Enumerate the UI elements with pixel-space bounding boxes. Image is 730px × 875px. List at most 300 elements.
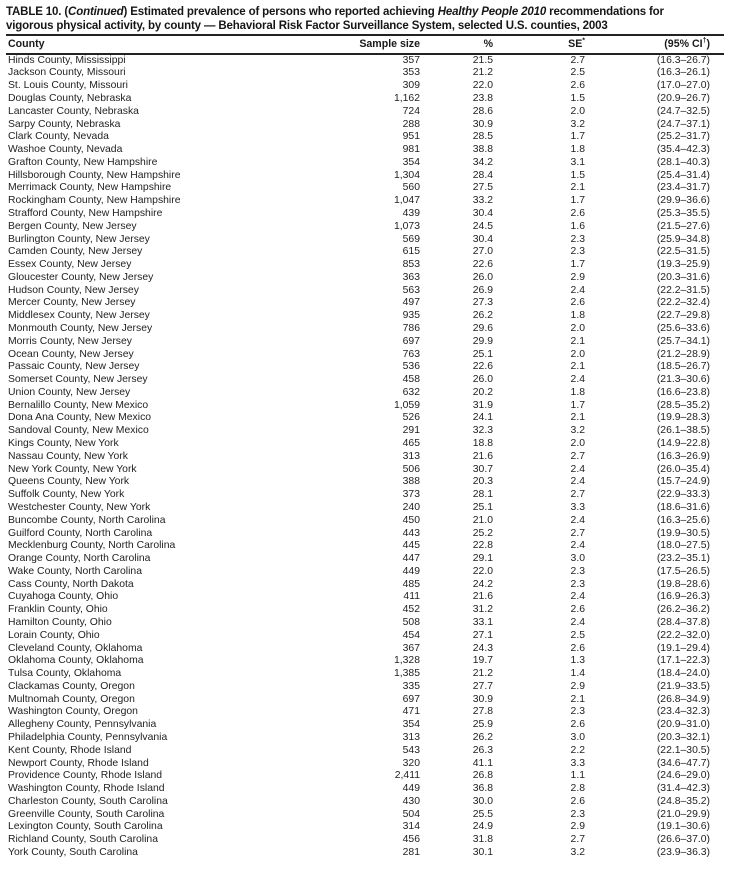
ci-cell: (18.6–31.6) <box>656 501 710 513</box>
table-row <box>6 272 724 285</box>
percent-cell: 30.7 <box>472 463 493 475</box>
sample-size-cell: 281 <box>402 847 420 859</box>
sample-size-cell: 697 <box>402 335 420 347</box>
se-cell: 2.9 <box>570 680 585 692</box>
sample-size-cell: 763 <box>402 348 420 360</box>
sample-size-cell: 497 <box>402 297 420 309</box>
percent-cell: 28.6 <box>472 105 493 117</box>
percent-cell: 26.9 <box>472 284 493 296</box>
county-cell: Morris County, New Jersey <box>8 335 132 347</box>
ci-cell: (21.3–30.6) <box>656 374 710 386</box>
sample-size-cell: 569 <box>402 233 420 245</box>
se-cell: 2.5 <box>570 67 585 79</box>
ci-cell: (17.5–26.5) <box>656 565 710 577</box>
county-cell: Oklahoma County, Oklahoma <box>8 655 144 667</box>
table-row <box>6 476 724 489</box>
sample-size-cell: 632 <box>402 386 420 398</box>
se-cell: 2.9 <box>570 271 585 283</box>
se-cell: 2.2 <box>570 744 585 756</box>
se-cell: 3.3 <box>570 501 585 513</box>
percent-cell: 38.8 <box>472 144 493 156</box>
sample-size-cell: 411 <box>403 591 420 603</box>
percent-cell: 29.9 <box>472 335 493 347</box>
percent-cell: 25.1 <box>472 501 493 513</box>
ci-footnote-marker: † <box>702 37 707 45</box>
ci-cell: (16.3–26.7) <box>656 54 710 66</box>
table-title <box>6 5 726 34</box>
percent-cell: 26.0 <box>472 374 493 386</box>
table-row <box>6 464 724 477</box>
sample-size-cell: 504 <box>402 808 420 820</box>
sample-size-cell: 388 <box>402 476 420 488</box>
table-row <box>6 706 724 719</box>
ci-cell: (25.7–34.1) <box>656 335 710 347</box>
table-row <box>6 54 724 68</box>
se-cell: 2.4 <box>570 540 585 552</box>
se-cell: 2.6 <box>570 297 585 309</box>
se-cell: 2.1 <box>570 361 585 373</box>
se-cell: 2.6 <box>570 604 585 616</box>
se-cell: 2.3 <box>570 246 585 258</box>
sample-size-cell: 485 <box>402 578 420 590</box>
county-cell: Franklin County, Ohio <box>8 604 108 616</box>
sample-size-cell: 1,047 <box>393 195 420 207</box>
ci-cell: (19.3–25.9) <box>656 259 710 271</box>
county-cell: Queens County, New York <box>8 476 130 488</box>
county-cell: Westchester County, New York <box>8 501 151 513</box>
ci-cell: (21.5–27.6) <box>656 220 710 232</box>
se-cell: 2.0 <box>570 438 585 450</box>
county-cell: Multnomah County, Oregon <box>8 693 135 705</box>
sample-size-cell: 452 <box>402 604 420 616</box>
se-cell: 2.7 <box>570 834 585 846</box>
table-row <box>6 719 724 732</box>
percent-cell: 31.9 <box>472 399 493 411</box>
percent-cell: 41.1 <box>472 757 493 769</box>
se-cell: 1.5 <box>570 92 585 104</box>
percent-cell: 19.7 <box>472 655 493 667</box>
ci-cell: (16.3–26.1) <box>656 67 710 79</box>
table-row <box>6 796 724 809</box>
sample-size-cell: 288 <box>402 118 420 130</box>
sample-size-cell: 786 <box>402 323 420 334</box>
table-row <box>6 170 724 183</box>
county-cell: Providence County, Rhode Island <box>8 770 163 782</box>
ci-cell: (14.9–22.8) <box>656 438 710 450</box>
se-cell: 1.7 <box>570 399 585 411</box>
percent-cell: 28.5 <box>472 131 493 143</box>
county-cell: Strafford County, New Hampshire <box>8 207 163 219</box>
sample-size-cell: 240 <box>402 501 420 513</box>
ci-cell: (29.9–36.6) <box>656 195 710 207</box>
sample-size-cell: 1,304 <box>393 169 420 181</box>
table-row <box>6 566 724 579</box>
table-row <box>6 144 724 157</box>
ci-cell: (22.9–33.3) <box>656 489 710 501</box>
county-cell: Essex County, New Jersey <box>8 259 132 271</box>
ci-cell: (28.4–37.8) <box>656 616 710 628</box>
se-cell: 2.4 <box>570 284 585 296</box>
percent-cell: 30.9 <box>472 118 493 130</box>
percent-cell: 36.8 <box>472 783 493 795</box>
county-cell: Lorain County, Ohio <box>8 629 100 641</box>
table-row <box>6 119 724 132</box>
ci-cell: (19.9–30.5) <box>656 527 710 539</box>
county-cell: New York County, New York <box>8 463 137 475</box>
table-row <box>6 246 724 259</box>
se-cell: 2.0 <box>570 323 585 334</box>
ci-cell: (21.2–28.9) <box>656 348 710 360</box>
sample-size-cell: 320 <box>402 757 420 769</box>
table-row <box>6 336 724 349</box>
sample-size-cell: 353 <box>402 67 420 79</box>
percent-cell: 32.3 <box>472 425 493 437</box>
sample-size-cell: 458 <box>402 374 420 386</box>
table-row <box>6 655 724 668</box>
sample-size-cell: 935 <box>402 310 420 322</box>
se-cell: 1.1 <box>570 770 585 782</box>
table-row <box>6 425 724 438</box>
ci-cell: (19.1–29.4) <box>656 642 710 654</box>
ci-cell: (35.4–42.3) <box>656 144 710 156</box>
ci-cell: (25.9–34.8) <box>656 233 710 245</box>
sample-size-cell: 853 <box>402 259 420 271</box>
title-line2: vigorous physical activity, by county — Behavioral Risk Factor Surveillance System, selected U.S. counties, 2003 <box>6 20 608 33</box>
county-cell: Jackson County, Missouri <box>8 67 126 79</box>
table-row <box>6 387 724 400</box>
percent-cell: 24.3 <box>472 642 493 654</box>
se-cell: 1.7 <box>570 259 585 271</box>
ci-cell: (26.0–35.4) <box>656 463 710 475</box>
se-cell: 2.1 <box>570 182 585 194</box>
ci-cell: (16.3–25.6) <box>656 514 710 526</box>
ci-cell: (20.3–32.1) <box>656 732 710 743</box>
se-cell: 2.0 <box>570 348 585 360</box>
se-cell: 2.4 <box>570 463 585 475</box>
sample-size-cell: 536 <box>402 361 420 373</box>
table-row <box>6 106 724 119</box>
ci-label: (95% CI <box>664 38 703 51</box>
se-cell: 2.4 <box>570 514 585 526</box>
percent-cell: 27.7 <box>472 680 493 692</box>
ci-cell: (15.7–24.9) <box>656 476 710 488</box>
county-cell: Tulsa County, Oklahoma <box>8 668 122 680</box>
ci-cell: (19.8–28.6) <box>656 578 710 590</box>
se-label: SE <box>568 38 583 51</box>
sample-size-cell: 1,073 <box>393 220 420 232</box>
percent-cell: 25.1 <box>472 348 493 360</box>
table-row <box>6 208 724 221</box>
prevalence-table <box>6 34 724 860</box>
ci-cell: (25.6–33.6) <box>656 323 710 334</box>
table-row <box>6 221 724 234</box>
county-cell: Washington County, Rhode Island <box>8 783 165 795</box>
table-row <box>6 438 724 451</box>
sample-size-cell: 543 <box>402 744 420 756</box>
county-cell: Monmouth County, New Jersey <box>8 323 153 334</box>
sample-size-cell: 2,411 <box>394 770 420 782</box>
ci-cell: (31.4–42.3) <box>656 783 710 795</box>
se-cell: 2.1 <box>570 412 585 424</box>
se-cell: 3.2 <box>570 425 585 437</box>
table-row <box>6 847 724 860</box>
county-cell: Buncombe County, North Carolina <box>8 514 166 526</box>
percent-cell: 21.6 <box>472 450 493 462</box>
sample-size-cell: 981 <box>402 144 420 156</box>
se-cell: 1.8 <box>570 144 585 156</box>
ci-cell: (23.4–31.7) <box>656 182 710 194</box>
table-row <box>6 758 724 771</box>
table-row <box>6 732 724 745</box>
sample-size-cell: 357 <box>402 54 420 66</box>
table-row <box>6 579 724 592</box>
county-cell: Rockingham County, New Hampshire <box>8 195 181 207</box>
county-cell: Lexington County, South Carolina <box>8 821 163 833</box>
county-cell: Clackamas County, Oregon <box>8 680 135 692</box>
ci-cell: (25.3–35.5) <box>656 207 710 219</box>
county-cell: Greenville County, South Carolina <box>8 808 165 820</box>
percent-cell: 29.6 <box>472 323 493 334</box>
table-row <box>6 412 724 425</box>
table-row <box>6 745 724 758</box>
county-cell: York County, South Carolina <box>8 847 138 859</box>
county-cell: Middlesex County, New Jersey <box>8 310 150 322</box>
ci-cell: (20.3–31.6) <box>656 271 710 283</box>
table-row <box>6 374 724 387</box>
se-cell: 3.2 <box>570 118 585 130</box>
se-cell: 3.2 <box>570 847 585 859</box>
percent-cell: 34.2 <box>472 156 493 168</box>
table-row <box>6 553 724 566</box>
table-row <box>6 131 724 144</box>
sample-size-cell: 335 <box>402 680 420 692</box>
county-cell: Bernalillo County, New Mexico <box>8 399 149 411</box>
table-row <box>6 259 724 272</box>
percent-cell: 26.2 <box>472 732 493 743</box>
percent-cell: 29.1 <box>472 553 493 565</box>
se-cell: 2.0 <box>570 105 585 117</box>
percent-cell: 30.4 <box>472 233 493 245</box>
table-header-row <box>6 35 724 54</box>
sample-size-cell: 439 <box>402 207 420 219</box>
sample-size-cell: 1,162 <box>393 92 420 104</box>
sample-size-cell: 291 <box>402 425 420 437</box>
title-part2: ) Estimated prevalence of persons who reported achieving <box>123 6 438 18</box>
county-cell: Nassau County, New York <box>8 450 128 462</box>
se-cell: 1.4 <box>570 668 585 680</box>
county-cell: Sandoval County, New Mexico <box>8 425 149 437</box>
county-cell: Wake County, North Carolina <box>8 565 142 577</box>
ci-cell: (18.4–24.0) <box>656 668 710 680</box>
se-cell: 2.3 <box>570 578 585 590</box>
se-footnote-marker: * <box>582 37 585 45</box>
county-cell: Merrimack County, New Hampshire <box>8 182 172 194</box>
table-row <box>6 540 724 553</box>
sample-size-cell: 354 <box>402 719 420 731</box>
se-cell: 1.5 <box>570 169 585 181</box>
percent-cell: 25.2 <box>472 527 493 539</box>
sample-size-cell: 563 <box>402 284 420 296</box>
percent-cell: 26.2 <box>472 310 493 322</box>
sample-size-cell: 1,059 <box>393 399 420 411</box>
se-cell: 2.1 <box>570 693 585 705</box>
ci-cell: (24.7–37.1) <box>656 118 710 130</box>
table-row <box>6 783 724 796</box>
table-row <box>6 694 724 707</box>
ci-cell: (24.6–29.0) <box>656 770 710 782</box>
percent-cell: 27.5 <box>472 182 493 194</box>
ci-cell: (16.3–26.9) <box>656 450 710 462</box>
percent-cell: 22.6 <box>472 259 493 271</box>
ci-cell: (28.1–40.3) <box>656 156 710 168</box>
sample-size-cell: 373 <box>402 489 420 501</box>
percent-cell: 26.3 <box>472 744 493 756</box>
sample-size-cell: 449 <box>402 783 420 795</box>
se-cell: 1.3 <box>570 655 585 667</box>
sample-size-cell: 313 <box>402 450 420 462</box>
se-cell: 2.7 <box>570 489 585 501</box>
se-cell: 2.4 <box>570 616 585 628</box>
percent-cell: 26.0 <box>472 271 493 283</box>
percent-cell: 28.1 <box>472 489 493 501</box>
table-body <box>6 54 724 860</box>
percent-cell: 20.2 <box>472 386 493 398</box>
ci-cell: (26.8–34.9) <box>656 693 710 705</box>
se-cell: 2.4 <box>570 591 585 603</box>
percent-cell: 20.3 <box>472 476 493 488</box>
percent-cell: 24.5 <box>472 220 493 232</box>
percent-cell: 22.8 <box>472 540 493 552</box>
table-row <box>6 630 724 643</box>
ci-cell: (19.1–30.6) <box>656 821 710 833</box>
percent-cell: 31.8 <box>472 834 493 846</box>
percent-cell: 26.8 <box>472 770 493 782</box>
county-cell: Dona Ana County, New Mexico <box>8 412 152 424</box>
table-row <box>6 93 724 106</box>
se-cell: 2.6 <box>570 642 585 654</box>
sample-size-cell: 951 <box>402 131 420 143</box>
sample-size-cell: 697 <box>402 693 420 705</box>
se-cell: 2.6 <box>570 207 585 219</box>
ci-cell: (24.7–32.5) <box>656 105 710 117</box>
sample-size-cell: 526 <box>402 412 420 424</box>
sample-size-cell: 313 <box>402 732 420 743</box>
table-row <box>6 157 724 170</box>
title-italic-term: Healthy People 2010 <box>437 6 547 18</box>
table-row <box>6 67 724 80</box>
county-cell: Cuyahoga County, Ohio <box>8 591 119 603</box>
table-row <box>6 502 724 515</box>
sample-size-cell: 443 <box>402 527 420 539</box>
sample-size-cell: 309 <box>402 80 420 92</box>
ci-cell: (23.4–32.3) <box>656 706 710 718</box>
se-cell: 3.0 <box>570 553 585 565</box>
se-cell: 2.7 <box>570 54 585 66</box>
percent-cell: 24.1 <box>472 412 493 424</box>
se-cell: 2.6 <box>570 719 585 731</box>
sample-size-cell: 367 <box>402 642 420 654</box>
county-cell: Washington County, Oregon <box>8 706 138 718</box>
se-cell: 2.5 <box>570 629 585 641</box>
table-row <box>6 349 724 362</box>
county-cell: Hinds County, Mississippi <box>8 54 126 66</box>
percent-cell: 33.2 <box>472 195 493 207</box>
sample-size-cell: 506 <box>402 463 420 475</box>
table-row <box>6 809 724 822</box>
percent-cell: 30.4 <box>472 207 493 219</box>
percent-cell: 27.8 <box>472 706 493 718</box>
se-cell: 1.7 <box>570 131 585 143</box>
table-row <box>6 681 724 694</box>
ci-cell: (25.4–31.4) <box>656 169 710 181</box>
sample-size-cell: 449 <box>402 565 420 577</box>
ci-cell: (26.1–38.5) <box>656 425 710 437</box>
table-row <box>6 821 724 834</box>
county-cell: Allegheny County, Pennsylvania <box>8 719 157 731</box>
sample-size-cell: 1,385 <box>393 668 420 680</box>
table-row <box>6 515 724 528</box>
se-cell: 3.1 <box>570 156 585 168</box>
ci-cell: (18.5–26.7) <box>656 361 710 373</box>
percent-cell: 30.1 <box>472 847 493 859</box>
se-cell: 2.3 <box>570 808 585 820</box>
sample-size-cell: 615 <box>402 246 420 258</box>
sample-size-cell: 450 <box>402 514 420 526</box>
table-row <box>6 643 724 656</box>
ci-cell: (25.2–31.7) <box>656 131 710 143</box>
ci-cell: (22.1–30.5) <box>656 744 710 756</box>
se-cell: 2.3 <box>570 706 585 718</box>
county-cell: Suffolk County, New York <box>8 489 125 501</box>
percent-cell: 18.8 <box>472 438 493 450</box>
title-part3: recommendations for <box>546 6 664 18</box>
county-cell: Philadelphia County, Pennsylvania <box>8 732 168 743</box>
sample-size-cell: 363 <box>402 271 420 283</box>
percent-cell: 22.0 <box>472 80 493 92</box>
ci-cell: (26.2–36.2) <box>656 604 710 616</box>
percent-cell: 21.6 <box>472 591 493 603</box>
se-cell: 2.3 <box>570 565 585 577</box>
se-cell: 2.1 <box>570 335 585 347</box>
percent-cell: 31.2 <box>472 604 493 616</box>
table-row <box>6 310 724 323</box>
table-row <box>6 834 724 847</box>
se-cell: 1.8 <box>570 386 585 398</box>
county-cell: Mercer County, New Jersey <box>8 297 136 309</box>
percent-cell: 25.9 <box>472 719 493 731</box>
table-row <box>6 234 724 247</box>
percent-cell: 30.0 <box>472 795 493 807</box>
ci-cell: (17.1–22.3) <box>656 655 710 667</box>
county-cell: Passaic County, New Jersey <box>8 361 140 373</box>
se-cell: 2.8 <box>570 783 585 795</box>
se-cell: 2.7 <box>570 450 585 462</box>
ci-cell: (28.5–35.2) <box>656 399 710 411</box>
ci-cell: (20.9–31.0) <box>656 719 710 731</box>
sample-size-cell: 430 <box>402 795 420 807</box>
ci-label-close: ) <box>706 38 710 51</box>
county-cell: Douglas County, Nebraska <box>8 92 132 104</box>
percent-cell: 27.1 <box>472 629 493 641</box>
county-cell: Mecklenburg County, North Carolina <box>8 540 176 552</box>
ci-cell: (16.6–23.8) <box>656 386 710 398</box>
table-row <box>6 400 724 413</box>
county-cell: St. Louis County, Missouri <box>8 80 128 92</box>
ci-cell: (21.0–29.9) <box>656 808 710 820</box>
ci-cell: (18.0–27.5) <box>656 540 710 552</box>
table-row <box>6 528 724 541</box>
table-row <box>6 182 724 195</box>
